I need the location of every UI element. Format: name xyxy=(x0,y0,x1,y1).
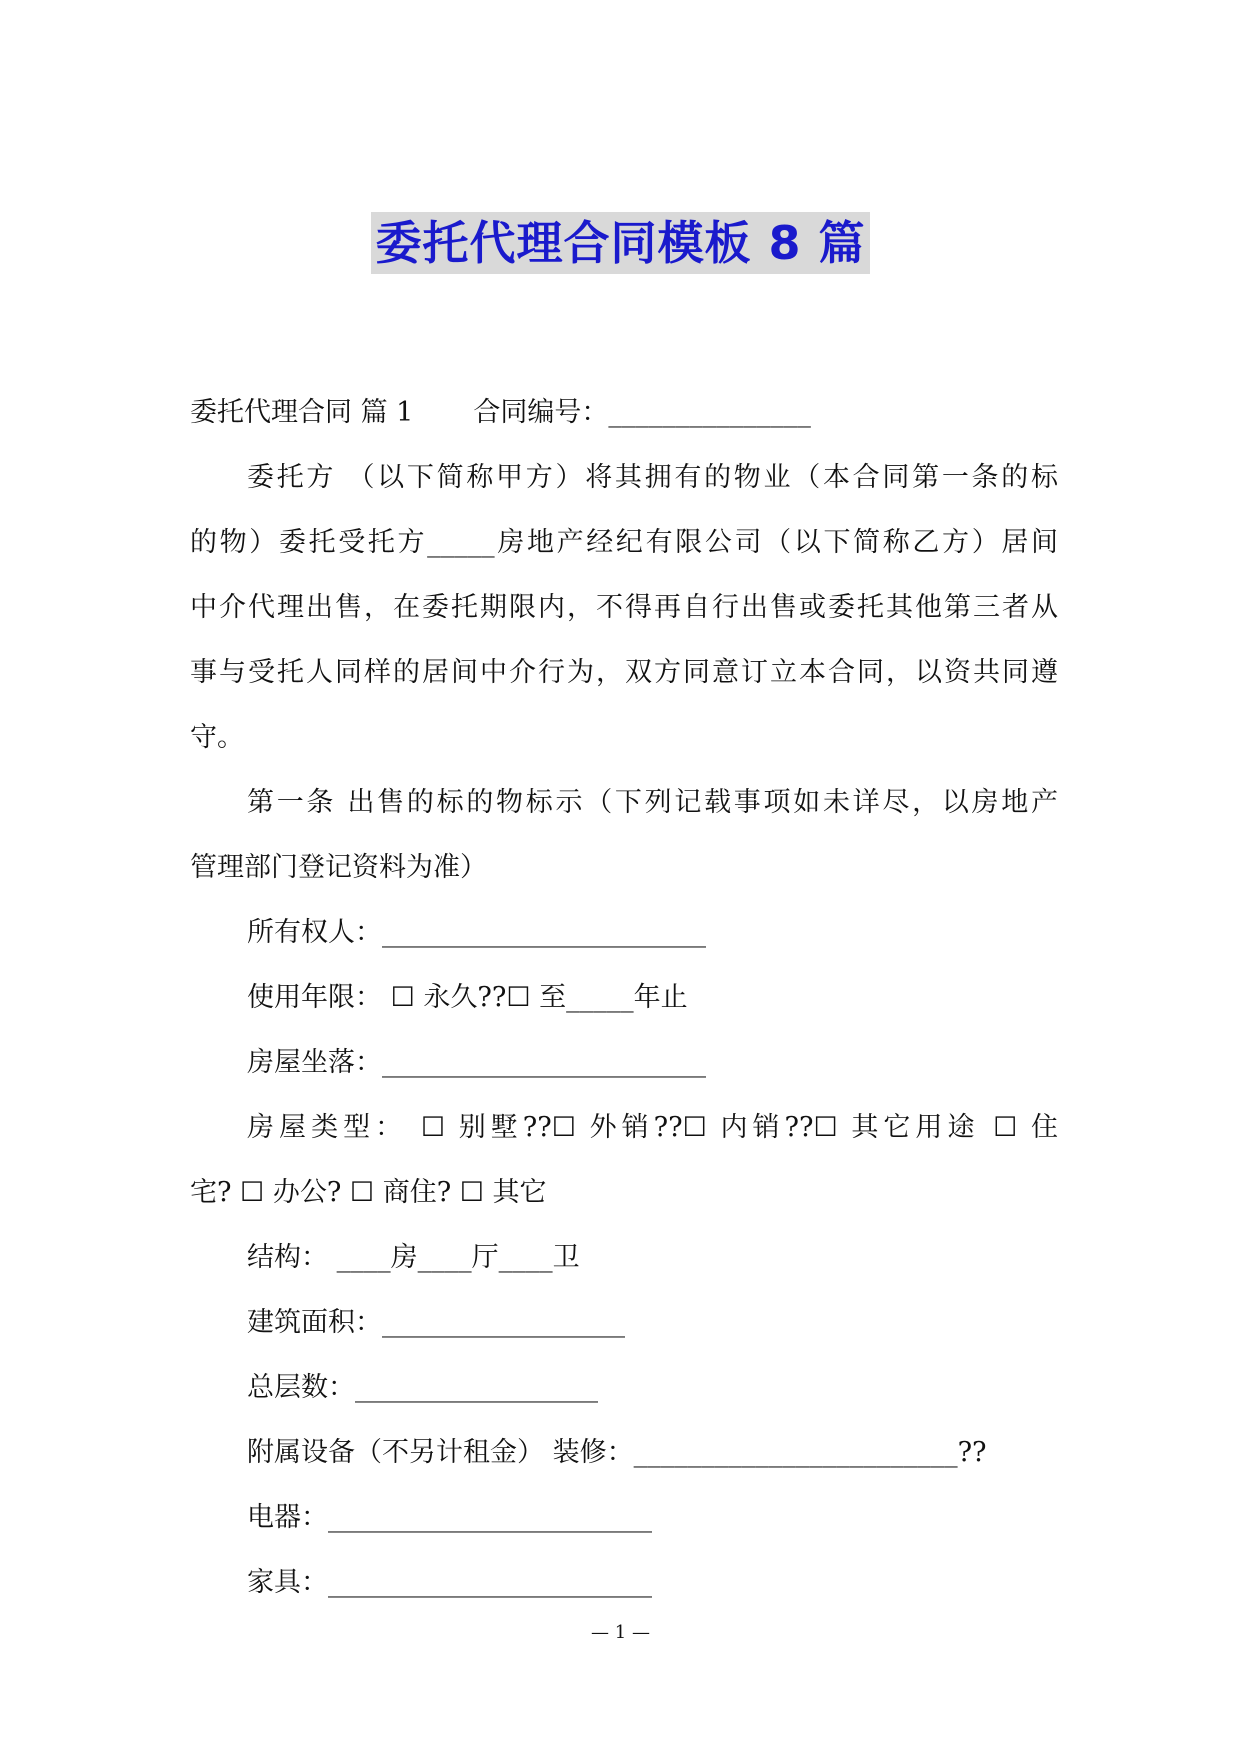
field-appliances: 电器：________________________ xyxy=(247,1502,652,1533)
paragraph-line: 守。 xyxy=(190,722,244,753)
field-house-type: 房屋类型： ☐ 别墅??☐ 外销??☐ 内销??☐ 其它用途 ☐ 住 xyxy=(247,1112,1058,1143)
article-heading-line: 第一条 出售的标的物标示（下列记载事项如未详尽，以房地产 xyxy=(247,787,1058,818)
field-furniture: 家具：________________________ xyxy=(247,1567,652,1598)
article-heading-line: 管理部门登记资料为准） xyxy=(190,852,487,883)
paragraph-line: 委托方 （以下简称甲方）将其拥有的物业（本合同第一条的标 xyxy=(247,462,1058,493)
field-building-area: 建筑面积：__________________ xyxy=(247,1307,625,1338)
field-location: 房屋坐落：________________________ xyxy=(247,1047,706,1078)
document-title: 委托代理合同模板 8 篇 xyxy=(371,212,869,274)
paragraph-line: 的物）委托受托方_____房地产经纪有限公司（以下简称乙方）居间 xyxy=(190,527,1058,558)
contract-header-line xyxy=(190,380,1058,445)
field-total-floors: 总层数：__________________ xyxy=(247,1372,598,1403)
paragraph-line: 中介代理出售，在委托期限内，不得再自行出售或委托其他第三者从 xyxy=(190,592,1058,623)
field-owner: 所有权人：________________________ xyxy=(247,917,706,948)
field-house-type-cont: 宅? ☐ 办公? ☐ 商住? ☐ 其它 xyxy=(190,1177,547,1208)
page-number: — 1 — xyxy=(591,1622,650,1643)
document-body xyxy=(190,380,1058,1615)
title-block xyxy=(0,212,1241,274)
paragraph-line: 事与受托人同样的居间中介行为，双方同意订立本合同，以资共同遵 xyxy=(190,657,1058,688)
contract-name: 委托代理合同 篇 1 xyxy=(190,397,414,428)
field-structure: 结构： ____房____厅____卫 xyxy=(247,1242,580,1273)
field-usage-term: 使用年限： ☐ 永久??☐ 至_____年止 xyxy=(247,982,688,1013)
field-attached-equipment: 附属设备（不另计租金） 装修：________________________?? xyxy=(247,1437,987,1468)
contract-number-field: 合同编号：_______________ xyxy=(473,397,811,428)
